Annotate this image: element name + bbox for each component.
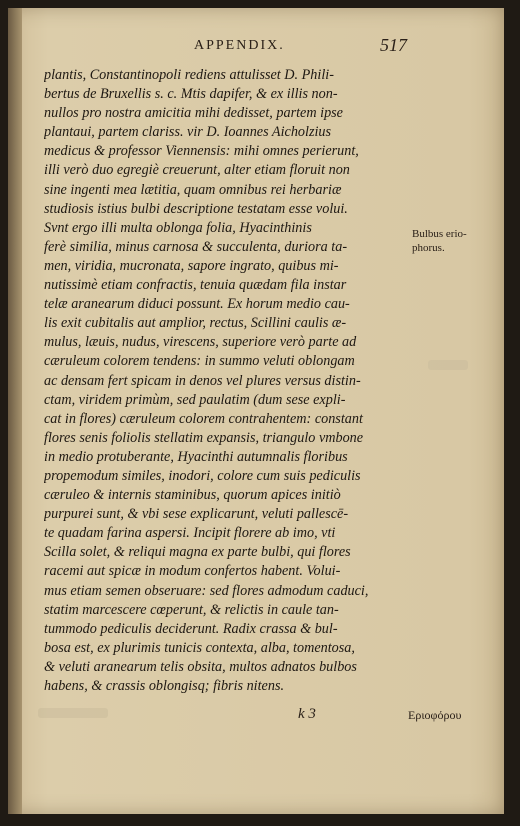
- page-gutter: [8, 8, 22, 814]
- text-line: Scilla solet, & reliqui magna ex parte bulbi, qui flores: [44, 544, 351, 561]
- page-header: [8, 35, 504, 60]
- book-page: [8, 8, 504, 814]
- text-line: ctam, viridem primùm, sed paulatim (dum sese expli-: [44, 391, 346, 408]
- text-line: mus etiam semen obseruare: sed flores admodum caduci,: [44, 582, 369, 599]
- text-line: purpurei sunt, & vbi sese explicarunt, veluti pallescē-: [44, 506, 349, 523]
- text-line: statim marcescere cœperunt, & relictis in caule tan-: [44, 601, 339, 618]
- text-line: medicus & professor Viennensis: mihi omnes perierunt,: [44, 143, 359, 160]
- text-line: sine ingenti mea lætitia, quam omnibus rei herbariæ: [44, 181, 342, 198]
- text-line: & veluti aranearum telis obsita, multos adnatos bulbos: [44, 658, 357, 675]
- text-line: te quadam farina aspersi. Incipit florere ab imo, vti: [44, 525, 336, 542]
- margin-note-line: Bulbus erio-: [412, 228, 467, 240]
- text-line: telæ aranearum diduci possunt. Ex horum medio cau-: [44, 296, 350, 313]
- body-text: [44, 66, 408, 696]
- margin-note: [412, 227, 472, 255]
- text-line: in medio protuberante, Hyacinthi autumnalis floribus: [44, 448, 348, 465]
- text-line: ferè similia, minus carnosa & succulenta, duriora ta-: [44, 238, 348, 255]
- text-line: propemodum similes, inodori, colore cum suis pediculis: [44, 467, 361, 484]
- text-line: tummodo pediculis deciderunt. Radix crassa & bul-: [44, 620, 338, 637]
- text-line: illi verò duo egregiè creuerunt, alter etiam floruit non: [44, 162, 350, 179]
- text-line: mulus, læuis, nudus, virescens, superiore verò parte ad: [44, 334, 357, 351]
- text-line: cæruleum colorem tendens: in summo veluti oblongam: [44, 353, 355, 370]
- page-footer: [8, 706, 504, 726]
- text-line: lis exit cubitalis aut amplior, rectus, Scillini caulis æ-: [44, 315, 347, 332]
- text-line: men, viridia, mucronata, sapore ingrato, quibus mi-: [44, 257, 339, 274]
- text-line: bosa est, ex plurimis tunicis contexta, alba, tomentosa,: [44, 639, 355, 656]
- text-line: nutissimè etiam confractis, tenuia quædam fila instar: [44, 277, 347, 294]
- page-number: 517: [380, 35, 407, 55]
- signature-mark: k 3: [298, 706, 316, 722]
- text-line: Svnt ergo illi multa oblonga folia, Hyacinthinis: [44, 219, 312, 236]
- text-line: cat in flores) cæruleum colorem contrahentem: constant: [44, 410, 363, 427]
- text-line: nullos pro nostra amicitia mihi dedisset, partem ipse: [44, 105, 343, 122]
- running-head: APPENDIX.: [194, 38, 285, 53]
- text-line: studiosis istius bulbi descriptione testatam esse volui.: [44, 200, 348, 217]
- text-line: flores senis foliolis stellatim expansis, triangulo vmbone: [44, 429, 364, 446]
- text-line: plantaui, partem clariss. vir D. Ioannes Aicholzius: [44, 124, 332, 141]
- text-line: ac densam fert spicam in denos vel plures versus distin-: [44, 372, 361, 389]
- text-line: bertus de Bruxellis s. c. Mtis dapifer, & ex illis non-: [44, 86, 338, 103]
- text-line: racemi aut spicæ in modum confertos habent. Volui-: [44, 563, 341, 580]
- text-line: cæruleo & internis staminibus, quorum apices initiò: [44, 487, 341, 504]
- bleed-through-mark: [428, 360, 468, 370]
- catchword: Εριοφόρου: [408, 708, 462, 722]
- text-line: plantis, Constantinopoli rediens attulisset D. Phili-: [44, 67, 334, 83]
- margin-note-line: phorus.: [412, 242, 445, 254]
- text-line: habens, & crassis oblongisq; fibris nitens.: [44, 678, 285, 694]
